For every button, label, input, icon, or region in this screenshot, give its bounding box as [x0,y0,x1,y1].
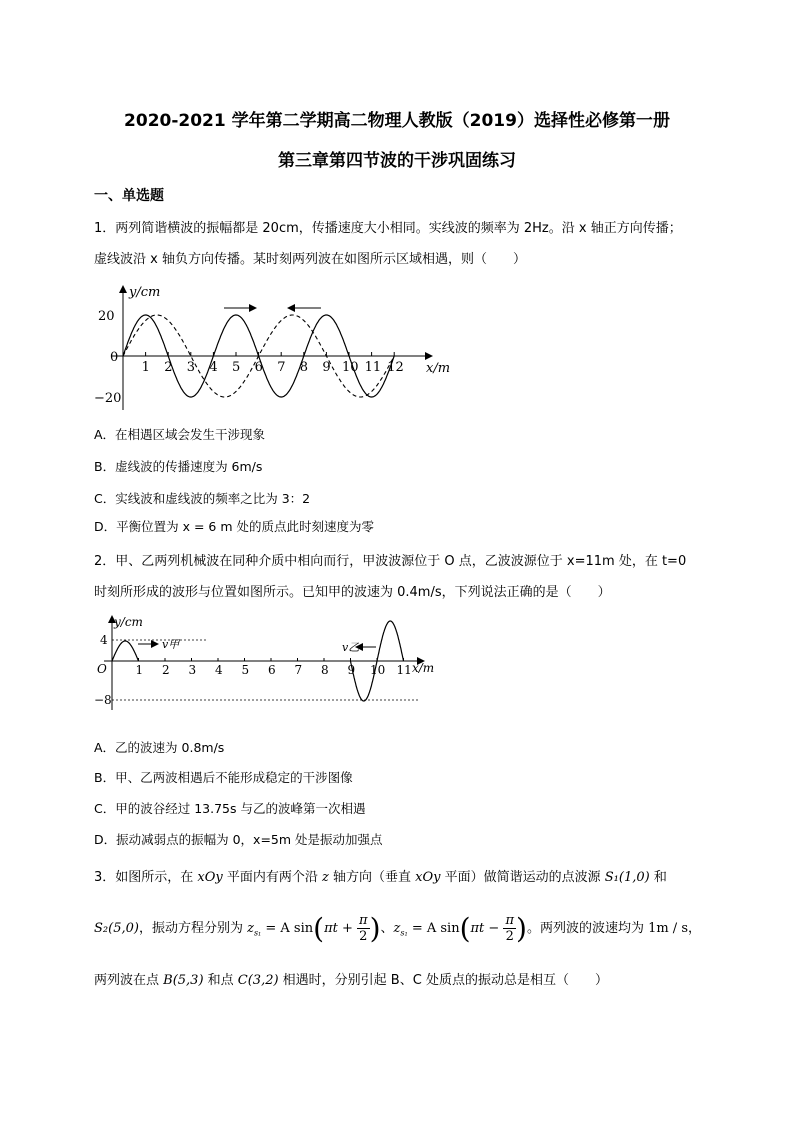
q1-xtick-label: 12 [387,360,404,375]
q2-xtick-label: 11 [396,663,412,677]
q1-stem-line2: 虚线波沿 x 轴负方向传播。某时刻两列波在如图所示区域相遇，则（ ） [94,252,526,267]
q2-option-d: D．振动减弱点的振幅为 0，x=5m 处是振动加强点 [94,832,383,847]
q3-stem-line2: S₂(5,0)，振动方程分别为 $z_{s_1} = A$ sin(πt + $\frac{\pi}{2}$ )、$z_{s_1} = A$ sin(πt − $\frac{\pi}{2}$ )。两列波的波速均为 1m / s， [94,912,702,945]
q2-option-a: A．乙的波速为 0.8m/s [94,740,225,755]
q2-xtick-label: 1 [135,663,144,677]
q1-xtick-label: 6 [254,360,263,375]
q2-xtick-label: 10 [370,663,386,677]
q1-xtick-label: 3 [186,360,196,375]
q2-xtick-label: 4 [215,663,223,677]
q1-stem-line1: 1．两列简谐横波的振幅都是 20cm，传播速度大小相同。实线波的频率为 2Hz。沿 x 轴正方向传播； [94,221,682,236]
q2-jia-wave [112,641,139,661]
q1-ytick-20: 20 [98,309,115,324]
q1-xtick-label: 9 [322,360,331,375]
document-title-line1: 2020-2021 学年第二学期高二物理人教版（2019）选择性必修第一册 [124,111,670,131]
q2-stem-line1: 2．甲、乙两列机械波在同种介质中相向而行，甲波波源位于 O 点，乙波波源位于 x=11m 处，在 t=0 [94,554,687,569]
q1-option-c: C．实线波和虚线波的频率之比为 3：2 [94,491,311,506]
q2-option-c: C．甲的波谷经过 13.75s 与乙的波峰第一次相遇 [94,801,366,816]
q2-stem-line2: 时刻所形成的波形与位置如图所示。已知甲的波速为 0.4m/s，下列说法正确的是（ ） [94,585,611,600]
document-title-line2: 第三章第四节波的干涉巩固练习 [278,151,516,171]
q2-xtick-label: 8 [321,663,329,677]
q1-xtick-label: 8 [299,360,309,375]
q1-xtick-label: 1 [141,360,150,375]
q2-v-yi-label: v乙 [342,641,360,654]
q2-xtick-label: 9 [347,663,356,677]
q1-xtick-label: 7 [277,360,286,375]
q2-ytick-neg8: −8 [94,693,112,707]
q3-stem-line3: 两列波在点 B(5,3) 和点 C(3,2) 相遇时，分别引起 B、C 处质点的振动总是相互（ ） [94,973,608,988]
q2-xtick-label: 2 [162,663,170,677]
q1-xtick-label: 4 [209,360,218,375]
q1-xtick-label: 2 [164,360,173,375]
q2-v-jia-label: v甲 [162,638,180,651]
q1-ytick-neg20: −20 [94,391,122,406]
q2-xtick-label: 6 [268,663,276,677]
q2-y-axis-label: y/cm [114,615,143,629]
q2-xtick-label: 3 [188,663,197,677]
q1-xtick-label: 11 [364,360,382,375]
q2-x-axis-label: x/m [412,661,435,675]
q1-option-a: A．在相遇区域会发生干涉现象 [94,427,266,442]
q2-origin-label: O [97,662,107,676]
q2-wave-figure [94,610,444,720]
q2-xtick-label: 5 [241,663,250,677]
q1-xtick-label: 5 [232,360,241,375]
q2-xtick-label: 7 [294,663,303,677]
q1-ytick-0: 0 [110,350,119,365]
section-heading: 一、单选题 [94,188,164,204]
q1-xtick-label: 10 [342,360,359,375]
q1-y-axis-label: y/cm [129,285,161,300]
q1-x-axis-label: x/m [426,361,451,376]
q2-option-b: B．甲、乙两波相遇后不能形成稳定的干涉图像 [94,770,353,785]
q2-ytick-4: 4 [100,633,108,647]
q3-stem-line1: 3．如图所示，在 xOy 平面内有两个沿 z 轴方向（垂直 xOy 平面）做简谐运动的点波源 S₁(1,0) 和 [94,870,667,885]
q1-option-d: D．平衡位置为 x = 6 m 处的质点此时刻速度为零 [94,519,374,534]
q1-option-b: B．虚线波的传播速度为 6m/s [94,459,263,474]
q1-wave-figure [94,278,464,413]
